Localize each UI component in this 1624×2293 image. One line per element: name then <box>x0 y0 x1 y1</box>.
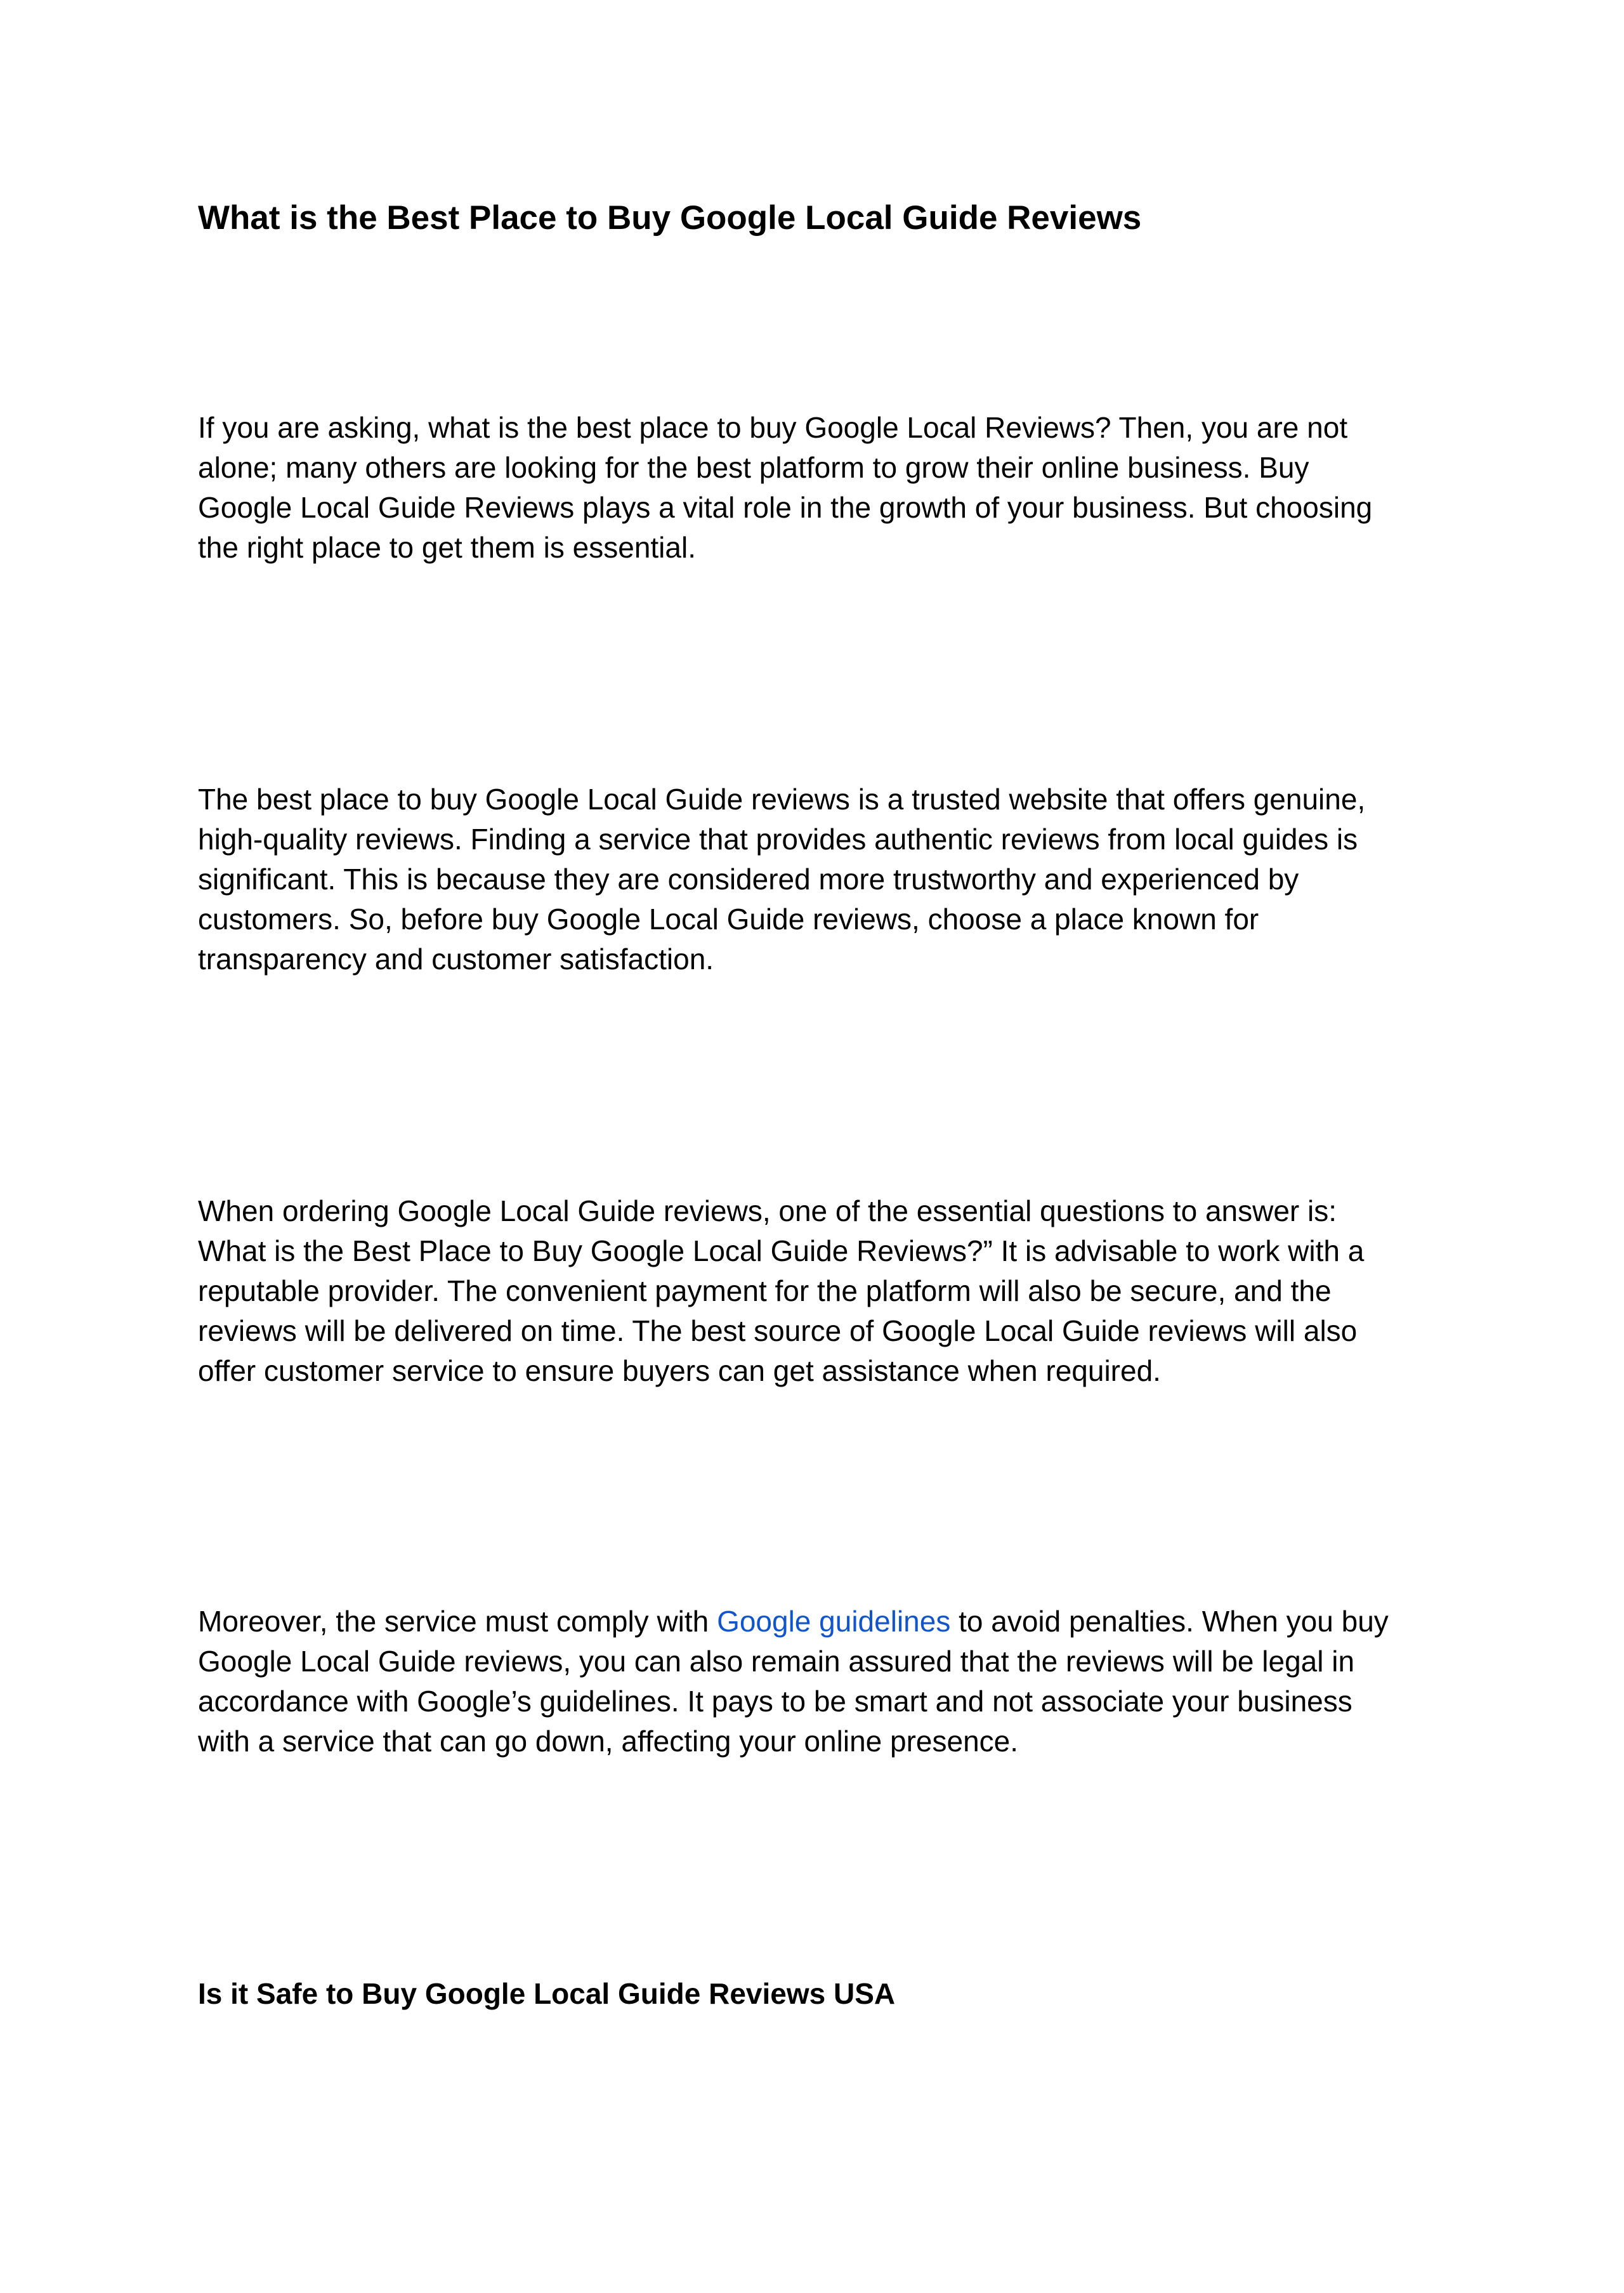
text-line: accordance with Google’s guidelines. It pays to be smart and not associate your business <box>198 1685 1352 1718</box>
text-line: Google Local Guide reviews, you can also remain assured that the reviews will be legal in <box>198 1645 1355 1678</box>
paragraph-2 <box>198 780 1365 979</box>
page-title: What is the Best Place to Buy Google Local Guide Reviews <box>198 199 1142 237</box>
text-line: reputable provider. The convenient payment for the platform will also be secure, and the <box>198 1274 1332 1307</box>
paragraph-3 <box>198 1191 1364 1391</box>
paragraph-4 <box>198 1602 1389 1761</box>
text-line <box>198 1602 1389 1642</box>
text-line: alone; many others are looking for the best platform to grow their online business. Buy <box>198 451 1309 484</box>
text-line: reviews will be delivered on time. The best source of Google Local Guide reviews will also <box>198 1314 1358 1347</box>
text-line: significant. This is because they are considered more trustworthy and experienced by <box>198 863 1299 896</box>
text-segment: Moreover, the service must comply with <box>198 1605 717 1638</box>
text-line: Google Local Guide Reviews plays a vital role in the growth of your business. But choosing <box>198 491 1373 524</box>
paragraph-1 <box>198 408 1372 568</box>
text-line: When ordering Google Local Guide reviews, one of the essential questions to answer is: <box>198 1194 1337 1227</box>
text-line: the right place to get them is essential. <box>198 531 696 564</box>
google-guidelines-link[interactable]: Google guidelines <box>717 1605 951 1638</box>
text-line: If you are asking, what is the best place to buy Google Local Reviews? Then, you are not <box>198 411 1348 444</box>
text-line: offer customer service to ensure buyers can get assistance when required. <box>198 1354 1161 1387</box>
text-line: transparency and customer satisfaction. <box>198 943 714 976</box>
text-line: customers. So, before buy Google Local Guide reviews, choose a place known for <box>198 903 1259 936</box>
text-line: What is the Best Place to Buy Google Local Guide Reviews?” It is advisable to work with a <box>198 1234 1365 1267</box>
text-line: high-quality reviews. Finding a service that provides authentic reviews from local guides is <box>198 823 1358 856</box>
text-line: The best place to buy Google Local Guide reviews is a trusted website that offers genuine, <box>198 783 1366 816</box>
text-segment: to avoid penalties. When you buy <box>950 1605 1389 1638</box>
section-heading: Is it Safe to Buy Google Local Guide Reviews USA <box>198 1977 896 2010</box>
text-line: with a service that can go down, affecting your online presence. <box>198 1725 1019 1758</box>
